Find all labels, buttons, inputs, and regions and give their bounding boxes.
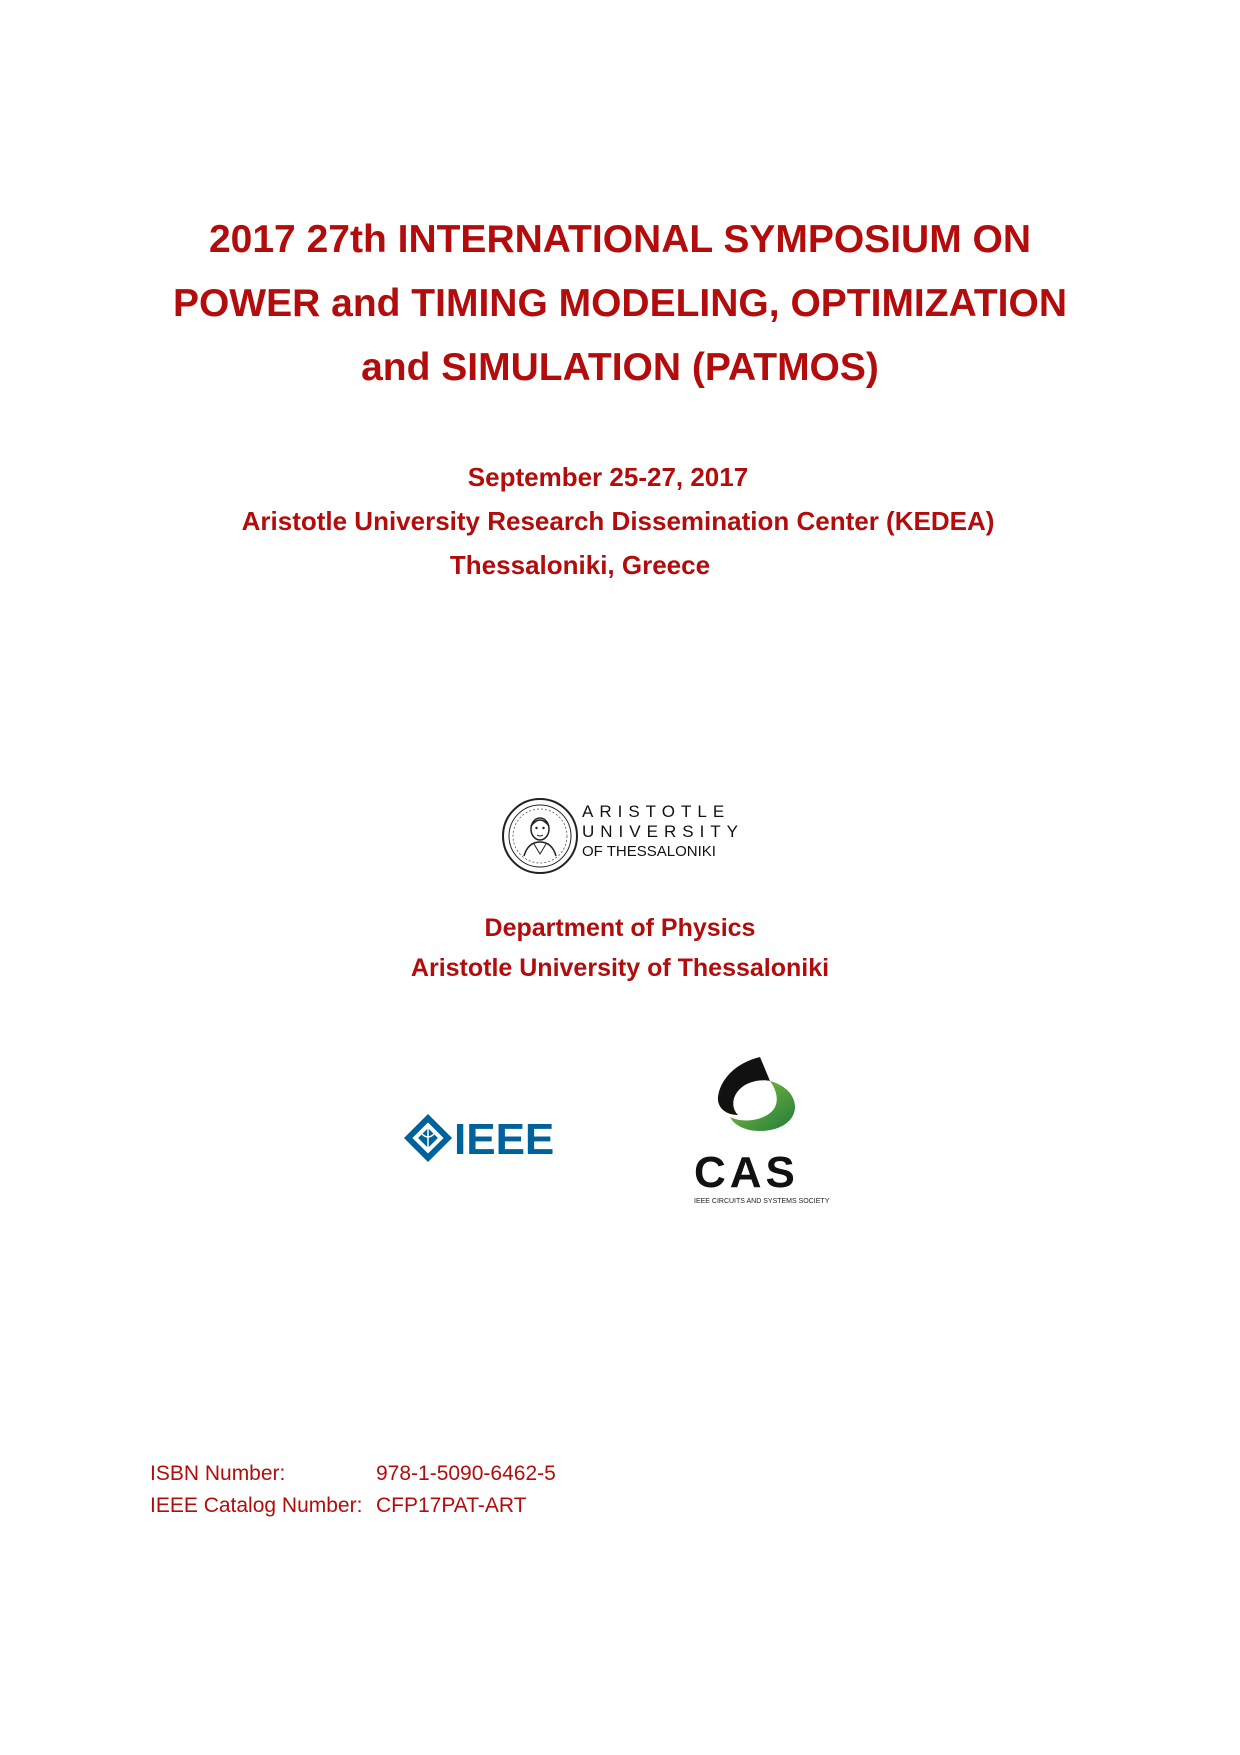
isbn-label: ISBN Number: bbox=[150, 1462, 286, 1485]
cas-swoosh-icon bbox=[690, 1055, 840, 1210]
event-dates: September 25-27, 2017 bbox=[467, 462, 749, 492]
cas-subtitle: IEEE CIRCUITS AND SYSTEMS SOCIETY bbox=[694, 1198, 830, 1205]
catalog-value: CFP17PAT-ART bbox=[376, 1494, 527, 1517]
event-location: Thessaloniki, Greece bbox=[449, 550, 711, 580]
au-wordmark-line-3: OF THESSALONIKI bbox=[582, 843, 716, 860]
ieee-diamond-icon bbox=[404, 1110, 574, 1166]
ieee-wordmark: IEEE bbox=[454, 1115, 555, 1164]
title-line-3: and SIMULATION (PATMOS) bbox=[361, 346, 879, 389]
title-line-1: 2017 27th INTERNATIONAL SYMPOSIUM ON bbox=[208, 218, 1032, 261]
aristotle-university-seal-icon bbox=[500, 796, 580, 876]
cas-logo bbox=[690, 1055, 840, 1210]
organizer-department: Department of Physics bbox=[484, 914, 756, 942]
ieee-logo bbox=[404, 1110, 574, 1166]
au-wordmark-line-1: ARISTOTLE bbox=[582, 802, 731, 821]
organizer-university: Aristotle University of Thessaloniki bbox=[410, 954, 830, 982]
cas-wordmark: CAS bbox=[694, 1148, 799, 1197]
isbn-value: 978-1-5090-6462-5 bbox=[376, 1462, 556, 1485]
au-wordmark-line-2: UNIVERSITY bbox=[582, 822, 745, 841]
catalog-label: IEEE Catalog Number: bbox=[150, 1494, 363, 1517]
isbn-row bbox=[150, 1460, 556, 1488]
event-venue: Aristotle University Research Dissemination Center (KEDEA) bbox=[241, 506, 995, 536]
aristotle-university-wordmark bbox=[582, 802, 744, 862]
catalog-row bbox=[150, 1492, 527, 1520]
title-line-2: POWER and TIMING MODELING, OPTIMIZATION bbox=[172, 282, 1068, 325]
